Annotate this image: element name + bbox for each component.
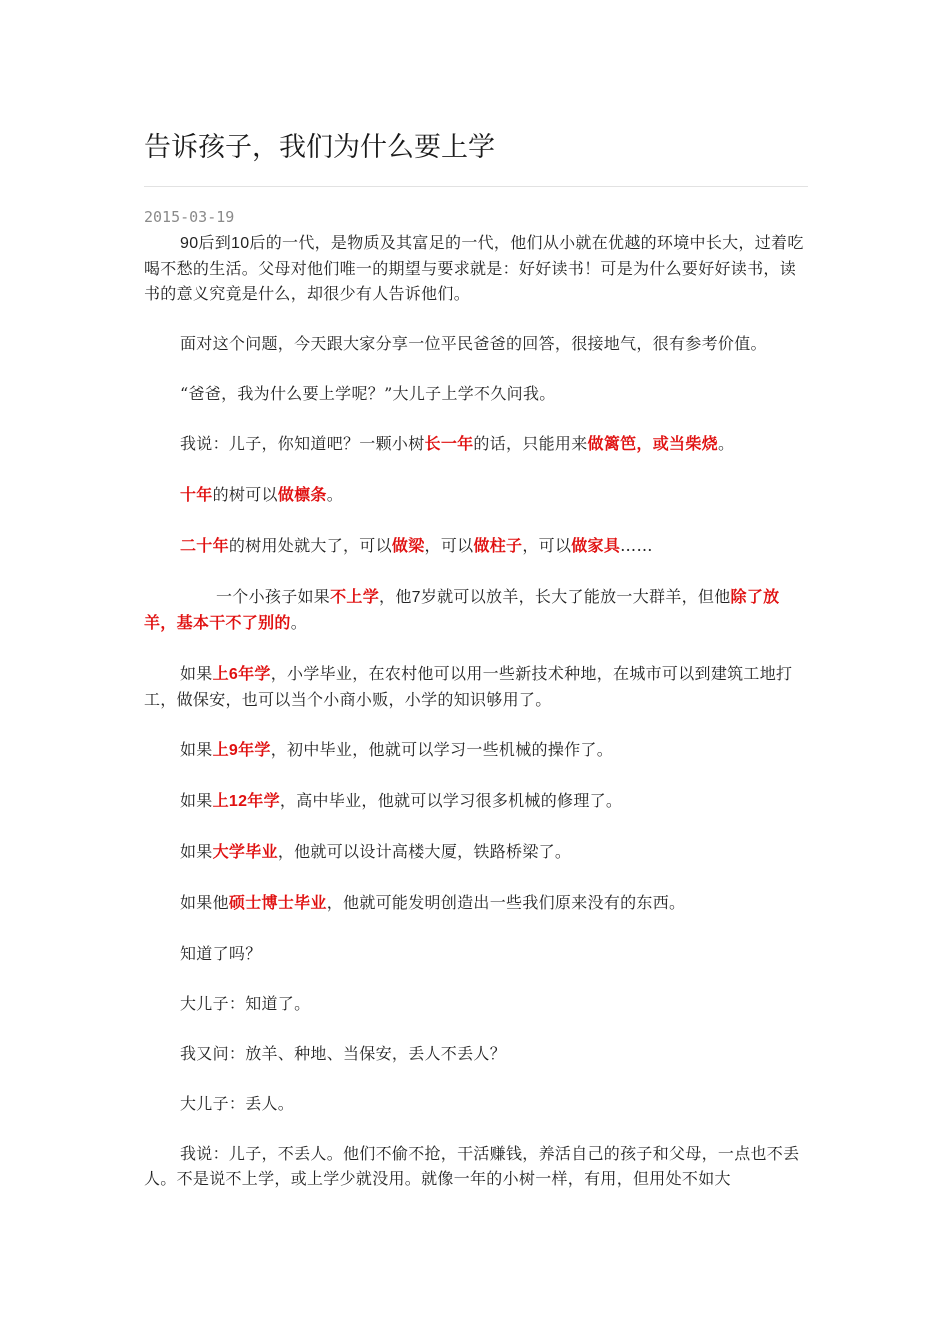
- paragraph-4: 我说：儿子，你知道吧？一颗小树长一年的话，只能用来做篱笆，或当柴烧。: [180, 434, 735, 453]
- paragraph-8: 如果上6年学，小学毕业，在农村他可以用一些新技术种地，在城市可以到建筑工地打工，做保安，也可以当个小商小贩，小学的知识够用了。: [144, 664, 793, 709]
- highlight-text: 做篱笆，或当柴烧: [587, 436, 718, 453]
- highlight-text: 做梁: [391, 538, 425, 555]
- highlight-text: 上12年学: [212, 793, 280, 810]
- highlight-text: 大学毕业: [212, 844, 278, 861]
- paragraph-9: 如果上9年学，初中毕业，他就可以学习一些机械的操作了。: [180, 740, 614, 759]
- highlight-text: 不上学: [330, 589, 380, 606]
- highlight-text: 做柱子: [473, 538, 523, 555]
- publish-date: 2015-03-19: [144, 208, 235, 226]
- highlight-text: 做檩条: [277, 487, 327, 504]
- paragraph-11: 如果大学毕业，他就可以设计高楼大厦，铁路桥梁了。: [180, 842, 572, 861]
- paragraph-6: 二十年的树用处就大了，可以做梁，可以做柱子，可以做家具……: [180, 536, 653, 555]
- article-title: 告诉孩子，我们为什么要上学: [144, 132, 495, 163]
- highlight-text: 做家具: [571, 538, 621, 555]
- paragraph-2: 面对这个问题，今天跟大家分享一位平民爸爸的回答，很接地气，很有参考价值。: [180, 334, 767, 353]
- paragraph-3: “爸爸，我为什么要上学呢？”大儿子上学不久问我。: [180, 384, 556, 403]
- paragraph-15: 我又问：放羊、种地、当保安，丢人不丢人？: [180, 1044, 507, 1063]
- paragraph-1: 90后到10后的一代，是物质及其富足的一代，他们从小就在优越的环境中长大，过着吃喝不愁的生活。父母对他们唯一的期望与要求就是：好好读书！可是为什么要好好读书，读书的意义究竟是什么，却很少有人告诉他们。: [144, 233, 804, 303]
- paragraph-5: 十年的树可以做檩条。: [180, 485, 344, 504]
- highlight-text: 长一年: [424, 436, 474, 453]
- paragraph-12: 如果他硕士博士毕业，他就可能发明创造出一些我们原来没有的东西。: [180, 893, 686, 912]
- paragraph-10: 如果上12年学，高中毕业，他就可以学习很多机械的修理了。: [180, 791, 623, 810]
- paragraph-7: 一个小孩子如果不上学，他7岁就可以放羊，长大了能放一大群羊，但他除了放羊，基本干不了别的。: [144, 587, 780, 632]
- paragraph-13: 知道了吗？: [180, 944, 262, 963]
- highlight-text: 除了放羊，基本干不了别的: [144, 589, 780, 632]
- paragraph-16: 大儿子：丢人。: [180, 1094, 295, 1113]
- article-body: [144, 230, 808, 1191]
- paragraph-14: 大儿子：知道了。: [180, 994, 311, 1013]
- highlight-text: 上6年学: [212, 666, 271, 683]
- highlight-text: 十年: [180, 487, 213, 504]
- paragraph-17: 我说：儿子，不丢人。他们不偷不抢，干活赚钱，养活自己的孩子和父母，一点也不丢人。不是说不上学，或上学少就没用。就像一年的小树一样，有用，但用处不如大: [144, 1144, 800, 1188]
- highlight-text: 二十年: [180, 538, 229, 555]
- title-divider: [144, 186, 808, 187]
- highlight-text: 硕士博士毕业: [228, 895, 327, 912]
- highlight-text: 上9年学: [212, 742, 271, 759]
